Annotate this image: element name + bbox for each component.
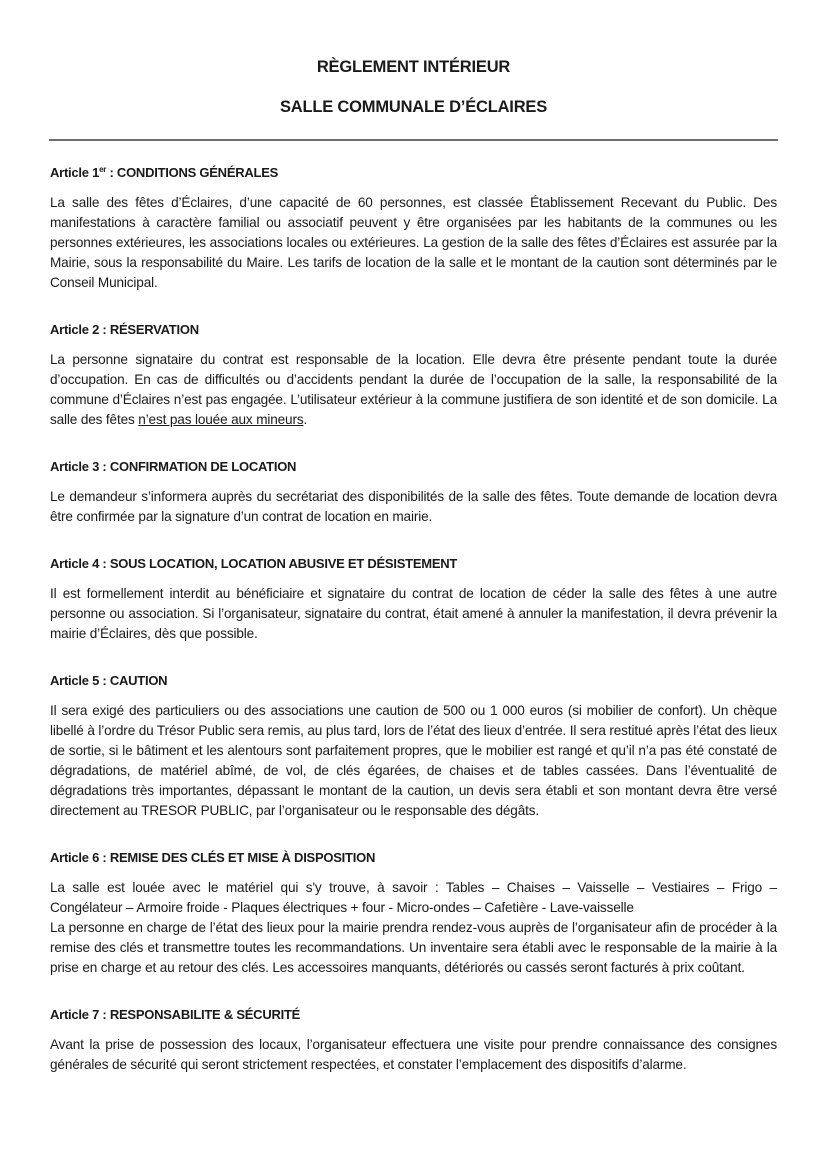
document-body: [50, 163, 777, 1075]
article-5-heading: Article 5 : CAUTION: [50, 673, 168, 688]
article-spacer: [50, 293, 777, 320]
article-4-heading: Article 4 : SOUS LOCATION, LOCATION ABUSIVE ET DÉSISTEMENT: [50, 556, 458, 571]
article-3-body: Le demandeur s’informera auprès du secrétariat des disponibilités de la salle des fêtes. Toute demande de location devra être confirmée par la signature d’un contrat de location en mairie.: [50, 489, 777, 524]
article-6-heading: Article 6 : REMISE DES CLÉS ET MISE À DISPOSITION: [50, 850, 376, 865]
article-4: [50, 554, 777, 644]
article-2-body-text: La personne signataire du contrat est responsable de la location. Elle devra être présente pendant toute la durée d’occupation. En cas de difficultés ou d’accidents pendant la durée de l’occupation de la salle, la responsabilité de la commune d’Éclaires n’est pas engagée. L’utilisateur extérieur à la commune justifiera de son identité et de son domicile. La salle des fêtes: [50, 352, 777, 427]
article-1: [50, 163, 777, 293]
article-7: [50, 1005, 777, 1075]
article-1-body: La salle des fêtes d’Éclaires, d’une capacité de 60 personnes, est classée Établissement Recevant du Public. Des manifestations à caractère familial ou associatif peuvent y être organisées par les habitants de la communes ou les personnes extérieures, les associations locales ou extérieures. La gestion de la salle des fêtes d’Éclaires est assurée par la Mairie, sous la responsabilité du Maire. Les tarifs de location de la salle et le montant de la caution sont déterminés par le Conseil Municipal.: [50, 195, 777, 290]
title-divider: [49, 139, 778, 141]
article-7-body: Avant la prise de possession des locaux, l’organisateur effectuera une visite pour prendre connaissance des consignes générales de sécurité qui seront strictement respectées, et constater l’emplacement des dispositifs d’alarme.: [50, 1037, 777, 1072]
article-spacer: [50, 821, 777, 848]
article-5-body: Il sera exigé des particuliers ou des associations une caution de 500 ou 1 000 euros (si mobilier de confort). Un chèque libellé à l’ordre du Trésor Public sera remis, au plus tard, lors de l’état des lieux d’entrée. Il sera restitué après l’état des lieux de sortie, si le bâtiment et les alentours sont parfaitement propres, que le mobilier est rangé et qu’il n’a pas été constaté de dégradations, de matériel abîmé, de vol, de clés égarées, de chaises et de tables cassées. Dans l’éventualité de dégradations très importantes, dépassant le montant de la caution, un devis sera établi et son montant devra être versé directement au TRESOR PUBLIC, par l’organisateur ou le responsable des dégâts.: [50, 703, 778, 818]
article-1-heading-superscript: er: [99, 165, 107, 174]
document-title: RÈGLEMENT INTÉRIEUR: [316, 58, 511, 76]
article-6-body: La personne en charge de l’état des lieux pour la mairie prendra rendez-vous auprès de l’organisateur afin de procéder à la remise des clés et transmettre toutes les recommandations. Un inventaire sera établi avec le responsable de la mairie à la prise en charge et au retour des clés. Les accessoires manquants, détériorés ou cassés seront facturés à prix coûtant.: [50, 920, 777, 975]
article-6: [50, 848, 777, 978]
article-spacer: [50, 527, 777, 554]
article-2-body-end: .: [303, 412, 308, 427]
article-4-body: Il est formellement interdit au bénéficiaire et signataire du contrat de location de céder la salle des fêtes à une autre personne ou association. Si l’organisateur, signataire du contrat, était amené à annuler la manifestation, il devra prévenir la mairie d’Éclaires, dès que possible.: [50, 586, 777, 641]
article-2: [50, 320, 777, 430]
article-spacer: [50, 978, 777, 1005]
article-6-equipment-line-1: La salle est louée avec le matériel qui s'y trouve, à savoir : Tables – Chaises – Vaisselle – Vestiaires – Frigo –: [50, 880, 777, 895]
article-1-heading-title: : CONDITIONS GÉNÉRALES: [106, 165, 279, 180]
document-subtitle: SALLE COMMUNALE D’ÉCLAIRES: [279, 98, 548, 116]
article-1-heading: [50, 163, 777, 183]
article-5: [50, 671, 777, 821]
article-2-underlined-text: n’est pas louée aux mineurs: [138, 412, 304, 427]
article-2-heading: Article 2 : RÉSERVATION: [50, 322, 199, 337]
article-7-heading: Article 7 : RESPONSABILITE & SÉCURITÉ: [50, 1007, 301, 1022]
article-3: [50, 457, 777, 527]
article-1-heading-prefix: Article 1: [50, 165, 100, 180]
article-3-heading: Article 3 : CONFIRMATION DE LOCATION: [50, 459, 297, 474]
article-2-body: [50, 350, 777, 430]
article-6-equipment-line-2: Congélateur – Armoire froide - Plaques électriques + four - Micro-ondes – Cafetière - Lave-vaisselle: [50, 900, 634, 915]
article-spacer: [50, 430, 777, 457]
article-spacer: [50, 644, 777, 671]
